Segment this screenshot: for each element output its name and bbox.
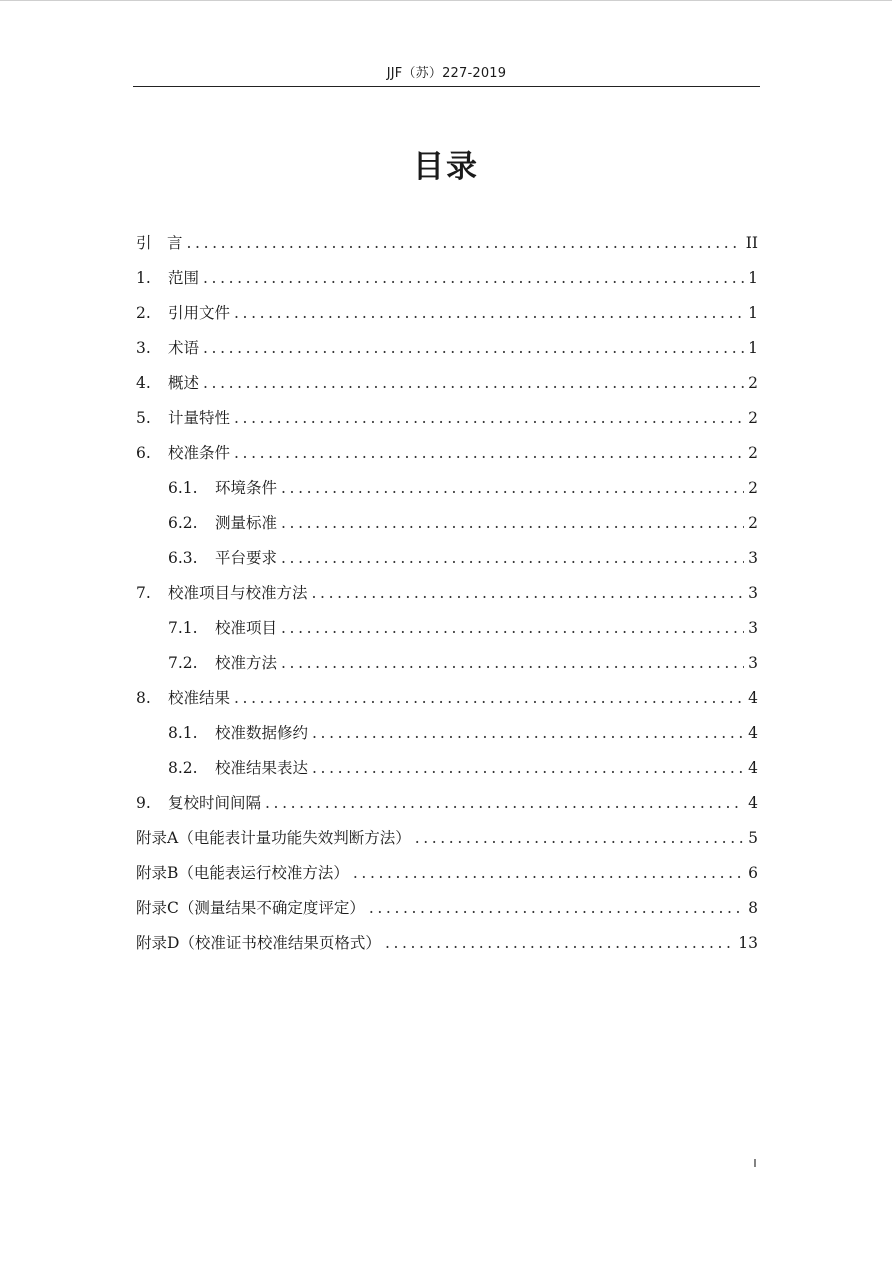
toc-dot-leader [281, 471, 744, 506]
toc-dot-leader [312, 751, 744, 786]
toc-dot-leader [281, 646, 744, 681]
toc-dot-leader [281, 541, 744, 576]
toc-entry-number: 6.1. [168, 479, 198, 497]
toc-entry-number: 3. [136, 339, 151, 357]
toc-dot-leader [203, 366, 744, 401]
toc-entry-title: 校准项目与校准方法 [168, 584, 308, 602]
toc-entry-page: 2 [748, 409, 758, 427]
toc-entry-label [168, 751, 308, 786]
toc-dot-leader [234, 401, 744, 436]
page-title: 目录 [413, 149, 479, 185]
toc-entry-label [136, 821, 411, 856]
page-top-border [0, 0, 892, 1]
toc-entry-title: 校准结果 [168, 689, 231, 707]
toc-entry-number: 8.1. [168, 724, 198, 742]
toc-dot-leader [312, 576, 745, 611]
toc-entry[interactable] [136, 856, 758, 891]
toc-entry-page: 1 [748, 269, 758, 287]
toc-entry-title: 引 言 [136, 234, 183, 252]
toc-entry[interactable] [136, 716, 758, 751]
toc-entry[interactable] [136, 611, 758, 646]
toc-entry[interactable] [136, 786, 758, 821]
toc-dot-leader [281, 506, 744, 541]
toc-entry[interactable] [136, 471, 758, 506]
toc-entry-page: 2 [748, 374, 758, 392]
toc-entry-title: 校准条件 [168, 444, 231, 462]
toc-entry-title: 计量特性 [168, 409, 231, 427]
toc-entry-page: 2 [748, 479, 758, 497]
toc-entry-title: 校准方法 [215, 654, 278, 672]
toc-dot-leader [234, 681, 744, 716]
toc-entry-title: 平台要求 [215, 549, 278, 567]
toc-entry-title: 附录C（测量结果不确定度评定） [136, 899, 365, 917]
toc-entry-title: 附录A（电能表计量功能失效判断方法） [136, 829, 411, 847]
toc-entry[interactable] [136, 436, 758, 471]
toc-entry[interactable] [136, 401, 758, 436]
toc-entry-number: 2. [136, 304, 151, 322]
toc-entry-label [136, 681, 230, 716]
toc-entry[interactable] [136, 506, 758, 541]
table-of-contents [136, 226, 758, 961]
toc-dot-leader [203, 331, 744, 366]
toc-entry[interactable] [136, 681, 758, 716]
toc-entry-label [136, 401, 230, 436]
toc-entry-label [168, 646, 277, 681]
toc-entry-label [168, 611, 277, 646]
toc-entry[interactable] [136, 541, 758, 576]
toc-entry-number: 9. [136, 794, 151, 812]
toc-entry-page: 2 [748, 444, 758, 462]
toc-entry-number: 7. [136, 584, 151, 602]
toc-entry-number: 7.1. [168, 619, 198, 637]
toc-entry-title: 引用文件 [168, 304, 231, 322]
toc-entry-label [168, 471, 277, 506]
toc-entry-label [136, 331, 199, 366]
toc-entry-page: 4 [748, 724, 758, 742]
toc-dot-leader [353, 856, 744, 891]
toc-entry[interactable] [136, 926, 758, 961]
toc-dot-leader [415, 821, 744, 856]
toc-entry-page: 6 [748, 864, 758, 882]
toc-entry-page: 13 [738, 934, 758, 952]
toc-dot-leader [265, 786, 744, 821]
toc-entry-page: 2 [748, 514, 758, 532]
toc-entry-number: 8. [136, 689, 151, 707]
toc-dot-leader [203, 261, 744, 296]
toc-entry-page: 3 [748, 549, 758, 567]
toc-entry-title: 术语 [168, 339, 200, 357]
toc-dot-leader [187, 226, 742, 261]
toc-entry-title: 复校时间间隔 [168, 794, 262, 812]
toc-entry-title: 测量标准 [215, 514, 278, 532]
toc-entry-label [136, 261, 199, 296]
toc-entry[interactable] [136, 646, 758, 681]
toc-entry-number: 5. [136, 409, 151, 427]
toc-entry[interactable] [136, 331, 758, 366]
toc-dot-leader [385, 926, 734, 961]
toc-entry-page: 4 [748, 759, 758, 777]
toc-entry-label [136, 296, 230, 331]
toc-entry-page: 3 [748, 619, 758, 637]
toc-entry-label [136, 576, 308, 611]
toc-entry[interactable] [136, 296, 758, 331]
toc-entry-page: 1 [748, 339, 758, 357]
toc-entry-page: 8 [748, 899, 758, 917]
toc-entry-page: II [745, 234, 758, 252]
toc-dot-leader [234, 296, 744, 331]
toc-entry-number: 4. [136, 374, 151, 392]
toc-entry-label [136, 786, 261, 821]
toc-entry-number: 8.2. [168, 759, 198, 777]
toc-entry-label [136, 856, 349, 891]
toc-entry-title: 校准结果表达 [215, 759, 309, 777]
toc-dot-leader [312, 716, 744, 751]
toc-entry-number: 7.2. [168, 654, 198, 672]
toc-entry-number: 1. [136, 269, 151, 287]
toc-entry[interactable] [136, 366, 758, 401]
toc-entry-label [136, 891, 365, 926]
toc-entry-title: 范围 [168, 269, 200, 287]
page-number: I [753, 1157, 757, 1170]
toc-entry-title: 校准数据修约 [215, 724, 309, 742]
toc-entry-number: 6.3. [168, 549, 198, 567]
toc-entry-label [136, 436, 230, 471]
toc-entry[interactable] [136, 576, 758, 611]
toc-entry[interactable] [136, 261, 758, 296]
toc-entry-number: 6.2. [168, 514, 198, 532]
toc-entry-label [168, 716, 308, 751]
toc-entry-title: 校准项目 [215, 619, 278, 637]
toc-entry-title: 环境条件 [215, 479, 278, 497]
toc-entry-page: 3 [748, 584, 758, 602]
toc-entry-title: 附录D（校准证书校准结果页格式） [136, 934, 381, 952]
toc-entry-number: 6. [136, 444, 151, 462]
toc-entry-label [168, 506, 277, 541]
toc-entry-label [168, 541, 277, 576]
toc-entry-page: 4 [748, 689, 758, 707]
toc-entry-label [136, 226, 183, 261]
toc-entry-page: 4 [748, 794, 758, 812]
toc-dot-leader [369, 891, 744, 926]
toc-dot-leader [234, 436, 744, 471]
toc-entry-page: 5 [748, 829, 758, 847]
toc-entry[interactable] [136, 751, 758, 786]
running-header: JJF（苏）227-2019 [386, 66, 507, 81]
toc-dot-leader [281, 611, 744, 646]
toc-entry[interactable] [136, 891, 758, 926]
toc-entry-page: 1 [748, 304, 758, 322]
toc-entry-label [136, 926, 381, 961]
toc-entry[interactable] [136, 226, 758, 261]
toc-entry-page: 3 [748, 654, 758, 672]
toc-entry-label [136, 366, 199, 401]
header-rule [133, 86, 760, 87]
toc-entry-title: 概述 [168, 374, 200, 392]
toc-entry-title: 附录B（电能表运行校准方法） [136, 864, 349, 882]
toc-entry[interactable] [136, 821, 758, 856]
